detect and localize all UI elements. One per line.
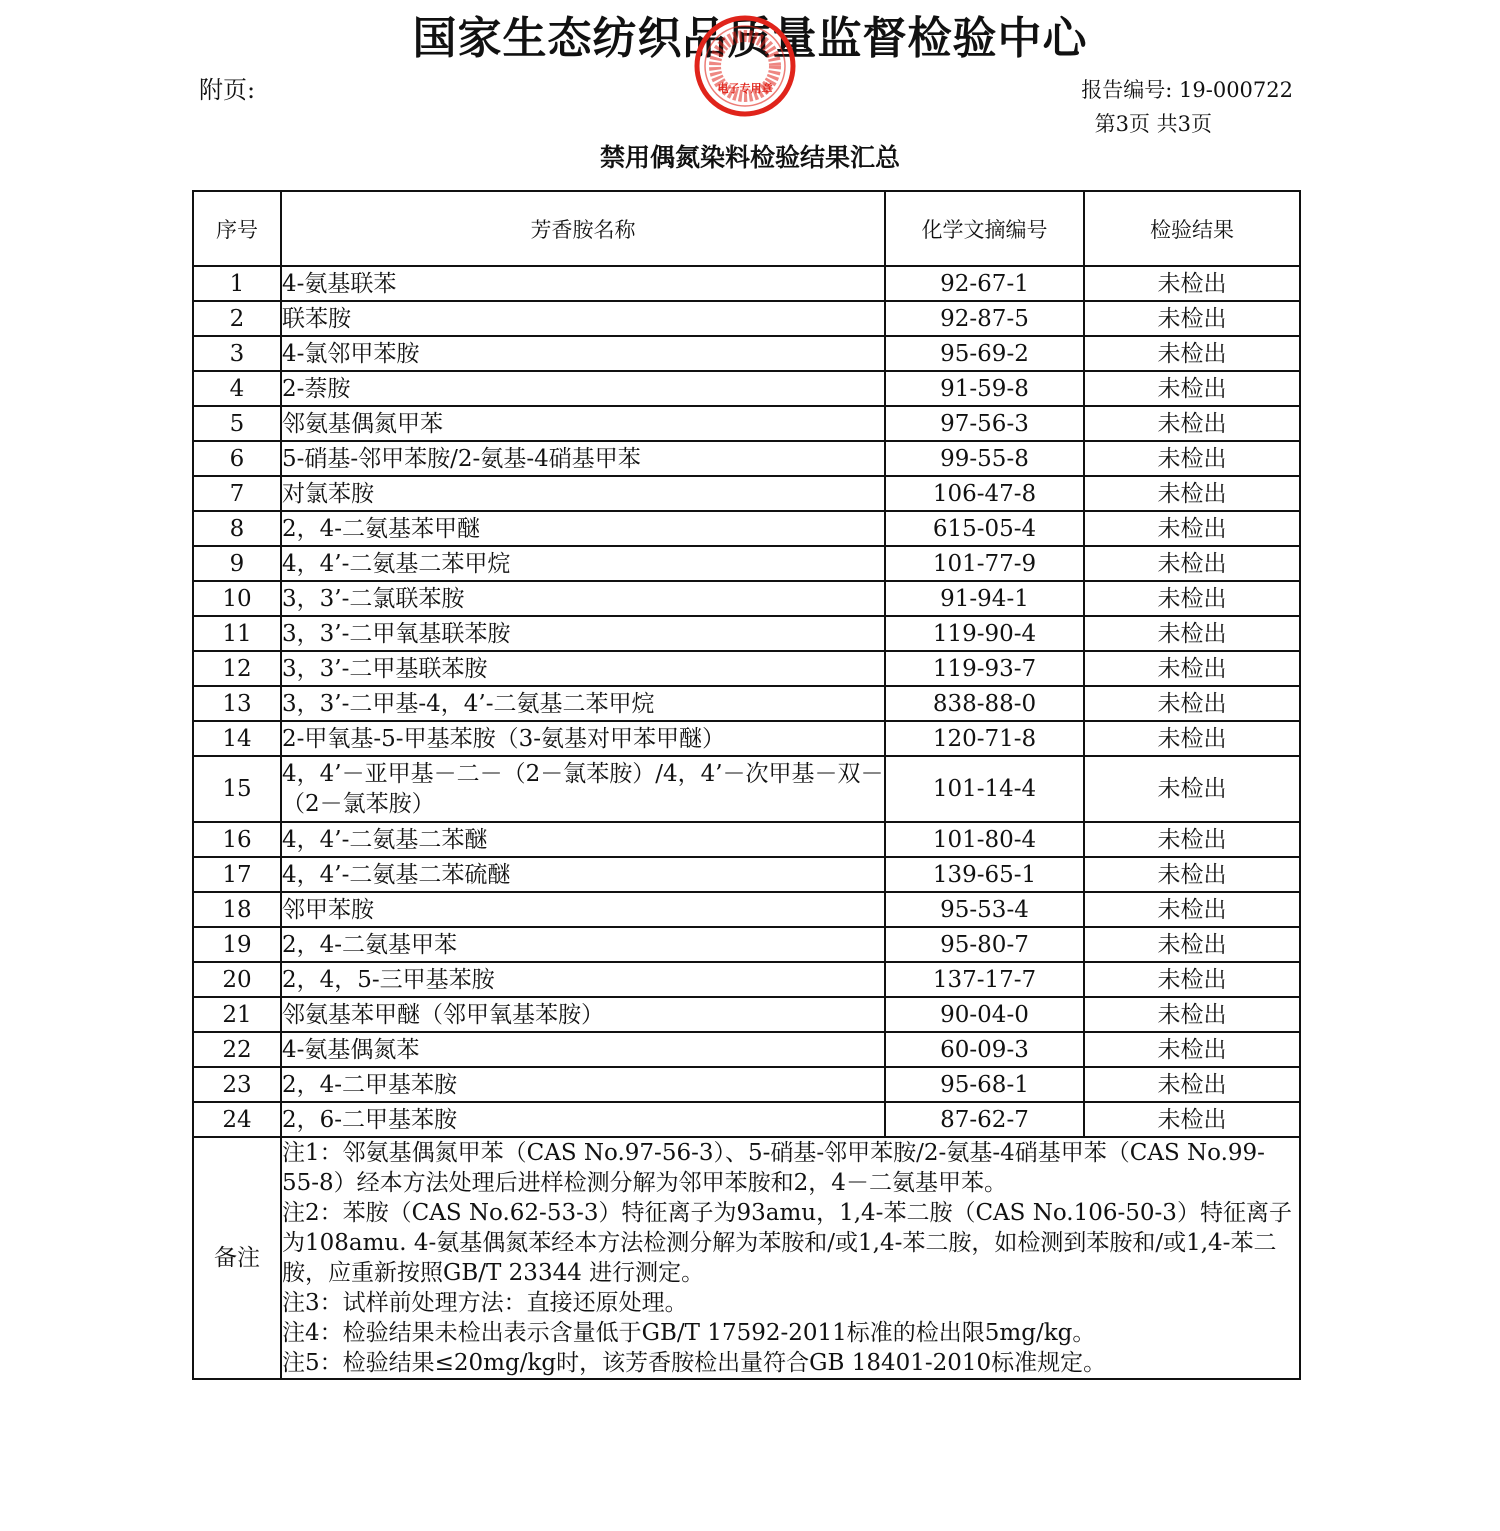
cas-number: 87-62-7	[885, 1102, 1084, 1137]
table-row	[193, 857, 1300, 892]
cas-number: 92-87-5	[885, 301, 1084, 336]
row-index: 8	[193, 511, 281, 546]
amine-name: 2，4-二甲基苯胺	[281, 1067, 885, 1102]
cas-number: 92-67-1	[885, 266, 1084, 301]
cas-number: 99-55-8	[885, 441, 1084, 476]
row-index: 24	[193, 1102, 281, 1137]
table-row	[193, 686, 1300, 721]
table-row	[193, 997, 1300, 1032]
test-result: 未检出	[1084, 266, 1300, 301]
test-result: 未检出	[1084, 857, 1300, 892]
cas-number: 97-56-3	[885, 406, 1084, 441]
table-row	[193, 301, 1300, 336]
row-index: 16	[193, 822, 281, 857]
column-header-index: 序号	[193, 191, 281, 266]
row-index: 7	[193, 476, 281, 511]
row-index: 1	[193, 266, 281, 301]
amine-name: 邻甲苯胺	[281, 892, 885, 927]
report-title: 国家生态纺织品质量监督检验中心	[412, 13, 1088, 64]
table-row	[193, 1102, 1300, 1137]
cas-number: 95-53-4	[885, 892, 1084, 927]
amine-name: 3，3’-二甲基-4，4’-二氨基二苯甲烷	[281, 686, 885, 721]
cas-number: 119-93-7	[885, 651, 1084, 686]
amine-name: 2，4-二氨基甲苯	[281, 927, 885, 962]
table-row	[193, 756, 1300, 822]
row-index: 6	[193, 441, 281, 476]
amine-name: 2-甲氧基-5-甲基苯胺（3-氨基对甲苯甲醚）	[281, 721, 885, 756]
test-result: 未检出	[1084, 927, 1300, 962]
amine-name: 邻氨基苯甲醚（邻甲氧基苯胺）	[281, 997, 885, 1032]
cas-number: 95-69-2	[885, 336, 1084, 371]
table-row	[193, 371, 1300, 406]
test-result: 未检出	[1084, 441, 1300, 476]
amine-name: 2，4，5-三甲基苯胺	[281, 962, 885, 997]
row-index: 11	[193, 616, 281, 651]
table-row	[193, 266, 1300, 301]
cas-number: 137-17-7	[885, 962, 1084, 997]
column-header-amine-name: 芳香胺名称	[281, 191, 885, 266]
test-result: 未检出	[1084, 1102, 1300, 1137]
cas-number: 95-68-1	[885, 1067, 1084, 1102]
row-index: 14	[193, 721, 281, 756]
notes-row	[193, 1137, 1300, 1379]
amine-name: 4，4’－亚甲基－二－（2－氯苯胺）/4，4’－次甲基－双－（2－氯苯胺）	[281, 756, 885, 822]
row-index: 10	[193, 581, 281, 616]
table-row	[193, 892, 1300, 927]
amine-name: 4-氯邻甲苯胺	[281, 336, 885, 371]
test-result: 未检出	[1084, 546, 1300, 581]
row-index: 18	[193, 892, 281, 927]
test-result: 未检出	[1084, 301, 1300, 336]
stamp-label: 电子专用章	[717, 82, 773, 95]
table-row	[193, 476, 1300, 511]
red-seal-stamp	[693, 14, 797, 118]
test-result: 未检出	[1084, 476, 1300, 511]
table-row	[193, 511, 1300, 546]
row-index: 2	[193, 301, 281, 336]
appendix-label: 附页:	[199, 76, 256, 104]
row-index: 22	[193, 1032, 281, 1067]
table-row	[193, 616, 1300, 651]
notes-cell	[281, 1137, 1300, 1379]
cas-number: 101-14-4	[885, 756, 1084, 822]
row-index: 21	[193, 997, 281, 1032]
cas-number: 101-80-4	[885, 822, 1084, 857]
table-header-row	[193, 191, 1300, 266]
note-1: 注1：邻氨基偶氮甲苯（CAS No.97-56-3）、5-硝基-邻甲苯胺/2-氨基-4硝基甲苯（CAS No.99-55-8）经本方法处理后进样检测分解为邻甲苯胺和2，4－二氨基甲苯。	[282, 1140, 1265, 1196]
amine-name: 对氯苯胺	[281, 476, 885, 511]
column-header-result: 检验结果	[1084, 191, 1300, 266]
amine-name: 5-硝基-邻甲苯胺/2-氨基-4硝基甲苯	[281, 441, 885, 476]
cas-number: 90-04-0	[885, 997, 1084, 1032]
cas-number: 60-09-3	[885, 1032, 1084, 1067]
test-result: 未检出	[1084, 892, 1300, 927]
row-index: 4	[193, 371, 281, 406]
row-index: 23	[193, 1067, 281, 1102]
table-row	[193, 406, 1300, 441]
row-index: 19	[193, 927, 281, 962]
test-result: 未检出	[1084, 406, 1300, 441]
amine-name: 3，3’-二氯联苯胺	[281, 581, 885, 616]
amine-name: 联苯胺	[281, 301, 885, 336]
cas-number: 120-71-8	[885, 721, 1084, 756]
table-title: 禁用偶氮染料检验结果汇总	[599, 143, 900, 172]
cas-number: 106-47-8	[885, 476, 1084, 511]
test-result: 未检出	[1084, 511, 1300, 546]
note-4: 注4：检验结果未检出表示含量低于GB/T 17592-2011标准的检出限5mg/kg。	[282, 1320, 1096, 1346]
test-result: 未检出	[1084, 822, 1300, 857]
amine-name: 4-氨基联苯	[281, 266, 885, 301]
row-index: 3	[193, 336, 281, 371]
note-2: 注2：苯胺（CAS No.62-53-3）特征离子为93amu，1,4-苯二胺（CAS No.106-50-3）特征离子为108amu. 4-氨基偶氮苯经本方法检测分解为苯胺和/或1,4-苯二胺，如检测到苯胺和/或1,4-苯二胺，应重新按照GB/T 23344 进行测定。	[282, 1200, 1292, 1286]
amine-name: 邻氨基偶氮甲苯	[281, 406, 885, 441]
amine-name: 4，4’-二氨基二苯硫醚	[281, 857, 885, 892]
row-index: 9	[193, 546, 281, 581]
test-result: 未检出	[1084, 581, 1300, 616]
table-row	[193, 721, 1300, 756]
results-table	[192, 190, 1301, 1380]
row-index: 12	[193, 651, 281, 686]
cas-number: 95-80-7	[885, 927, 1084, 962]
amine-name: 3，3’-二甲氧基联苯胺	[281, 616, 885, 651]
test-result: 未检出	[1084, 616, 1300, 651]
row-index: 13	[193, 686, 281, 721]
test-result: 未检出	[1084, 997, 1300, 1032]
test-result: 未检出	[1084, 721, 1300, 756]
report-number: 报告编号: 19-000722	[1081, 78, 1293, 102]
amine-name: 2，4-二氨基苯甲醚	[281, 511, 885, 546]
row-index: 17	[193, 857, 281, 892]
amine-name: 4，4’-二氨基二苯甲烷	[281, 546, 885, 581]
test-result: 未检出	[1084, 962, 1300, 997]
test-result: 未检出	[1084, 1032, 1300, 1067]
row-index: 20	[193, 962, 281, 997]
table-row	[193, 441, 1300, 476]
cas-number: 91-94-1	[885, 581, 1084, 616]
amine-name: 3，3’-二甲基联苯胺	[281, 651, 885, 686]
table-row	[193, 1067, 1300, 1102]
page-info: 第3页 共3页	[1094, 112, 1212, 136]
cas-number: 101-77-9	[885, 546, 1084, 581]
note-3: 注3：试样前处理方法：直接还原处理。	[282, 1290, 688, 1316]
cas-number: 139-65-1	[885, 857, 1084, 892]
table-row	[193, 822, 1300, 857]
amine-name: 4-氨基偶氮苯	[281, 1032, 885, 1067]
table-row	[193, 651, 1300, 686]
test-result: 未检出	[1084, 371, 1300, 406]
row-index: 5	[193, 406, 281, 441]
table-row	[193, 927, 1300, 962]
column-header-cas-number: 化学文摘编号	[885, 191, 1084, 266]
test-result: 未检出	[1084, 1067, 1300, 1102]
notes-label: 备注	[193, 1137, 281, 1379]
amine-name: 2-萘胺	[281, 371, 885, 406]
test-result: 未检出	[1084, 686, 1300, 721]
amine-name: 2，6-二甲基苯胺	[281, 1102, 885, 1137]
test-result: 未检出	[1084, 651, 1300, 686]
cas-number: 119-90-4	[885, 616, 1084, 651]
note-5: 注5：检验结果≤20mg/kg时，该芳香胺检出量符合GB 18401-2010标准规定。	[282, 1350, 1107, 1376]
table-row	[193, 1032, 1300, 1067]
amine-name: 4，4’-二氨基二苯醚	[281, 822, 885, 857]
cas-number: 615-05-4	[885, 511, 1084, 546]
table-row	[193, 546, 1300, 581]
table-row	[193, 581, 1300, 616]
test-result: 未检出	[1084, 756, 1300, 822]
table-row	[193, 336, 1300, 371]
test-result: 未检出	[1084, 336, 1300, 371]
cas-number: 91-59-8	[885, 371, 1084, 406]
row-index: 15	[193, 756, 281, 822]
table-row	[193, 962, 1300, 997]
cas-number: 838-88-0	[885, 686, 1084, 721]
